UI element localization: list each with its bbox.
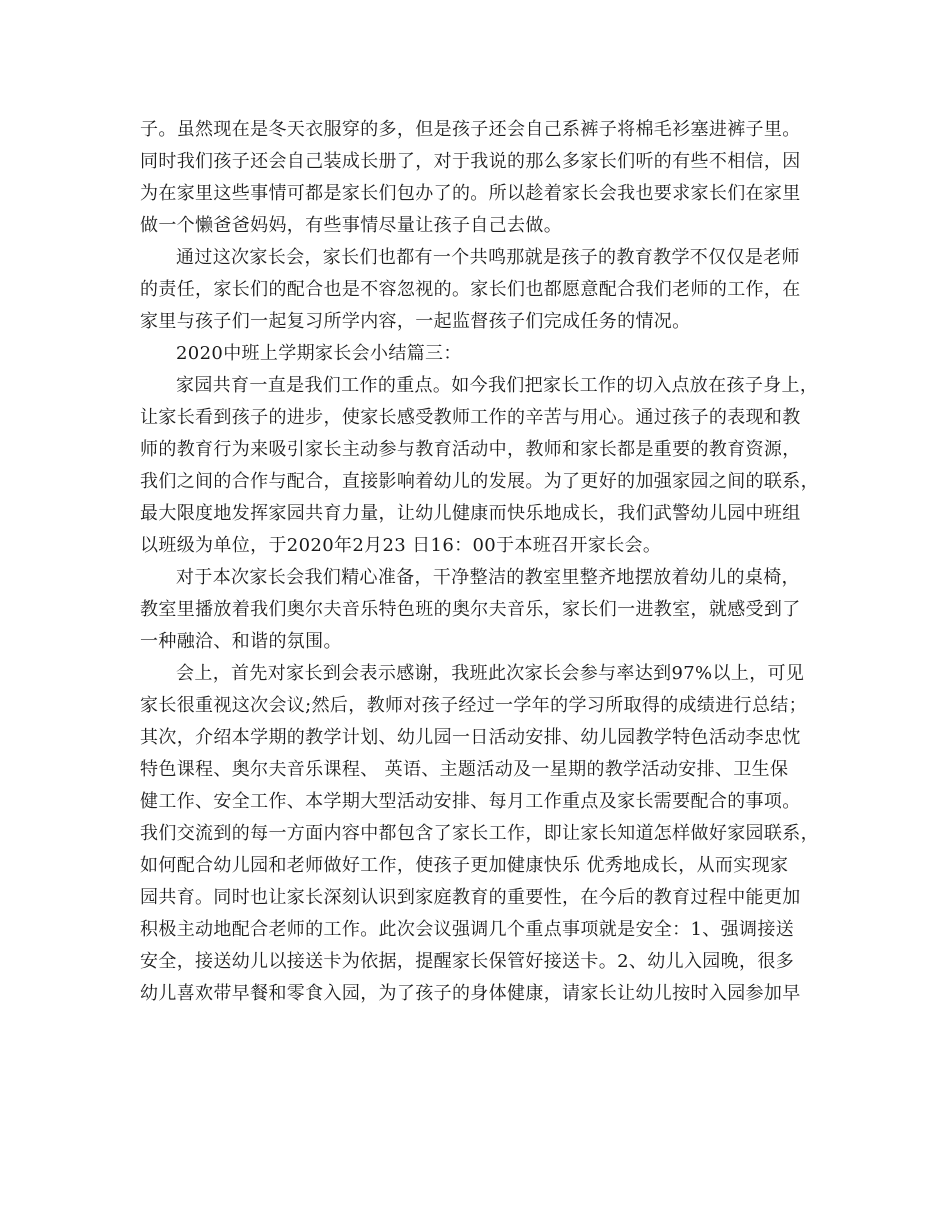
- text-line: 我们交流到的每一方面内容中都包含了家长工作，即让家长知道怎样做好家园联系，: [140, 823, 819, 844]
- text-line: 幼儿喜欢带早餐和零食入园，为了孩子的身体健康，请家长让幼儿按时入园参加早: [140, 983, 801, 1004]
- text-line: 教室里播放着我们奥尔夫音乐特色班的奥尔夫音乐，家长们一进教室，就感受到了: [140, 599, 801, 620]
- text-line: 会上，首先对家长到会表示感谢，我班此次家长会参与率达到97%以上，可见: [176, 663, 805, 684]
- text-line: 一种融洽、和谐的氛围。: [140, 631, 342, 652]
- text-line: 师的教育行为来吸引家长主动参与教育活动中，教师和家长都是重要的教育资源，: [140, 439, 801, 460]
- text-line: 其次，介绍本学期的教学计划、幼儿园一日活动安排、幼儿园教学特色活动李忠忱: [140, 727, 801, 748]
- text-line: 家里与孩子们一起复习所学内容，一起监督孩子们完成任务的情况。: [140, 311, 691, 332]
- text-line: 2020中班上学期家长会小结篇三：: [176, 343, 462, 364]
- text-line: 同时我们孩子还会自己装成长册了，对于我说的那么多家长们听的有些不相信，因: [140, 151, 801, 172]
- text-line: 如何配合幼儿园和老师做好工作，使孩子更加健康快乐 优秀地成长，从而实现家: [140, 855, 789, 876]
- text-line: 以班级为单位，于2020年2月23 日16：00于本班召开家长会。: [140, 535, 662, 556]
- text-line: 最大限度地发挥家园共育力量，让幼儿健康而快乐地成长，我们武警幼儿园中班组: [140, 503, 801, 524]
- text-line: 对于本次家长会我们精心准备，干净整洁的教室里整齐地摆放着幼儿的桌椅，: [176, 567, 800, 588]
- text-line: 健工作、安全工作、本学期大型活动安排、每月工作重点及家长需要配合的事项。: [140, 791, 801, 812]
- text-line: 园共育。同时也让家长深刻认识到家庭教育的重要性，在今后的教育过程中能更加: [140, 887, 801, 908]
- text-line: 家长很重视这次会议;然后，教师对孩子经过一学年的学习所取得的成绩进行总结；: [140, 695, 808, 716]
- text-line: 我们之间的合作与配合，直接影响着幼儿的发展。为了更好的加强家园之间的联系，: [140, 471, 819, 492]
- text-line: 为在家里这些事情可都是家长们包办了的。所以趁着家长会我也要求家长们在家里: [140, 183, 801, 204]
- text-line: 安全，接送幼儿以接送卡为依据，提醒家长保管好接送卡。2、幼儿入园晚，很多: [140, 951, 795, 972]
- text-line: 通过这次家长会，家长们也都有一个共鸣那就是孩子的教育教学不仅仅是老师: [176, 247, 800, 268]
- text-line: 让家长看到孩子的进步，使家长感受教师工作的辛苦与用心。通过孩子的表现和教: [140, 407, 801, 428]
- text-line: 家园共育一直是我们工作的重点。如今我们把家长工作的切入点放在孩子身上，: [176, 375, 819, 396]
- text-line: 的责任，家长们的配合也是不容忽视的。家长们也都愿意配合我们老师的工作，在: [140, 279, 801, 300]
- text-line: 积极主动地配合老师的工作。此次会议强调几个重点事项就是安全：1、强调接送: [140, 919, 795, 940]
- document-body: [140, 114, 830, 1010]
- text-line: 特色课程、奥尔夫音乐课程、 英语、主题活动及一星期的教学活动安排、卫生保: [140, 759, 789, 780]
- text-line: 做一个懒爸爸妈妈，有些事情尽量让孩子自己去做。: [140, 215, 563, 236]
- text-line: 子。虽然现在是冬天衣服穿的多，但是孩子还会自己系裤子将棉毛衫塞进裤子里。: [140, 119, 801, 140]
